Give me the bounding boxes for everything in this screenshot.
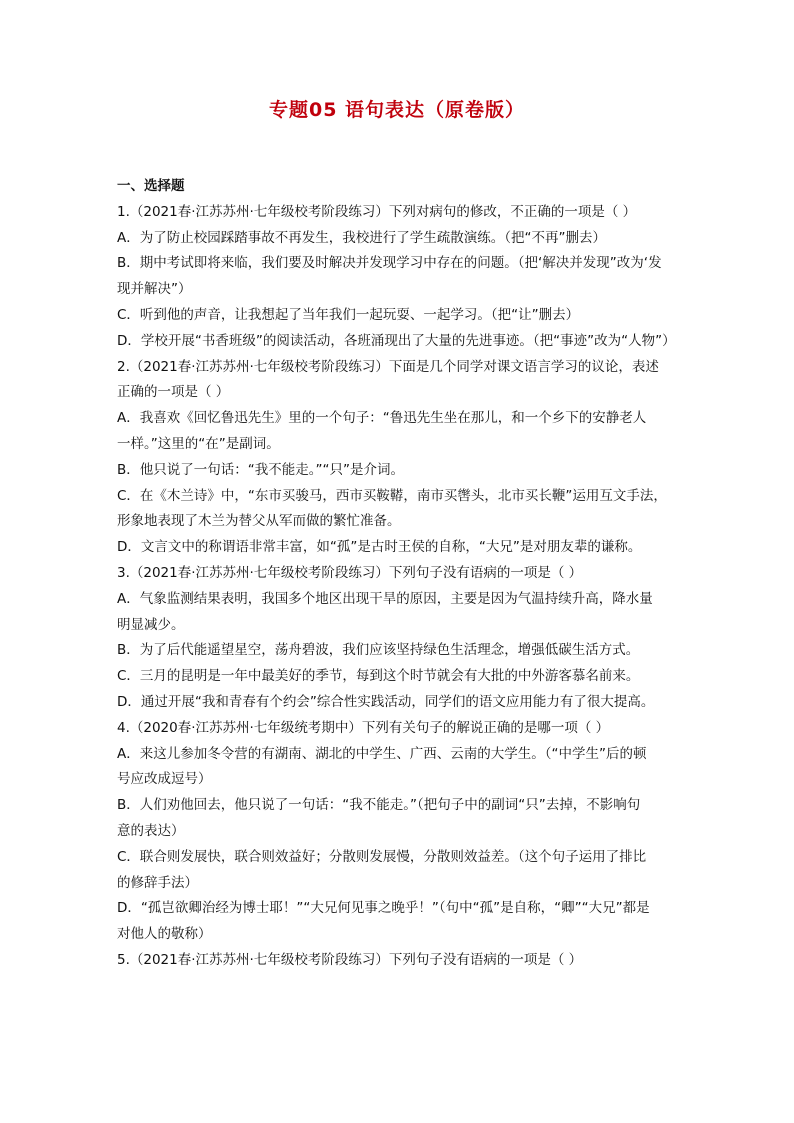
text-line: 现并解决”） bbox=[117, 281, 192, 298]
document-body bbox=[117, 174, 701, 974]
text-line: 1.（2021春·江苏苏州·七年级校考阶段练习）下列对病句的修改，不正确的一项是（ ） bbox=[117, 203, 637, 220]
text-line: B．人们劝他回去，他只说了一句话：“我不能走。”（把句子中的副词“只”去掉，不影响句 bbox=[117, 797, 641, 814]
section-heading: 一、选择题 bbox=[117, 178, 185, 194]
text-line: D．学校开展“书香班级”的阅读活动，各班涌现出了大量的先进事迹。（把“事迹”改为“人物”） bbox=[117, 332, 676, 349]
text-line: D．文言文中的称谓语非常丰富，如“孤”是古时王侯的自称，“大兄”是对朋友辈的谦称。 bbox=[117, 539, 642, 556]
text-line: B．为了后代能遥望星空，荡舟碧波，我们应该坚持绿色生活理念，增强低碳生活方式。 bbox=[117, 642, 640, 659]
text-line: C．在《木兰诗》中，“东市买骏马，西市买鞍鞯，南市买辔头，北市买长鞭”运用互文手法， bbox=[117, 487, 667, 504]
text-line: 2.（2021春·江苏苏州·七年级校考阶段练习）下面是几个同学对课文语言学习的议论，表述 bbox=[117, 358, 659, 375]
text-line: C．三月的昆明是一年中最美好的季节，每到这个时节就会有大批的中外游客慕名前来。 bbox=[117, 668, 640, 685]
text-line: 5.（2021春·江苏苏州·七年级校考阶段练习）下列句子没有语病的一项是（ ） bbox=[117, 951, 583, 968]
text-line: D．“孤岂欲卿治经为博士耶！”“大兄何见事之晚乎！”（句中“孤”是自称，“卿”“大兄”都是 bbox=[117, 900, 650, 917]
text-line: A．为了防止校园踩踏事故不再发生，我校进行了学生疏散演练。（把“不再”删去） bbox=[117, 229, 606, 246]
text-line: 形象地表现了木兰为替父从军而做的繁忙准备。 bbox=[117, 513, 401, 530]
text-line: A．我喜欢《回忆鲁迅先生》里的一个句子：“鲁迅先生坐在那儿，和一个乡下的安静老人 bbox=[117, 410, 647, 427]
text-line: 3.（2021春·江苏苏州·七年级校考阶段练习）下列句子没有语病的一项是（ ） bbox=[117, 564, 583, 581]
text-line: 明显减少。 bbox=[117, 616, 185, 633]
text-line: B．期中考试即将来临，我们要及时解决并发现学习中存在的问题。（把‘解决并发现”改为‘发 bbox=[117, 255, 662, 272]
text-line: C．联合则发展快，联合则效益好；分散则发展慢，分散则效益差。（这个句子运用了排比 bbox=[117, 848, 647, 865]
text-line: C．听到他的声音，让我想起了当年我们一起玩耍、一起学习。（把“让”删去） bbox=[117, 306, 580, 323]
text-line: 4.（2020春·江苏苏州·七年级统考期中）下列有关句子的解说正确的是哪一项（ ） bbox=[117, 719, 610, 736]
text-line: 一样。”这里的“在”是副词。 bbox=[117, 435, 280, 452]
text-line: A．来这儿参加冬令营的有湖南、湖北的中学生、广西、云南的大学生。（“中学生”后的顿 bbox=[117, 745, 647, 762]
text-line: 的修辞手法） bbox=[117, 874, 198, 891]
text-line: 正确的一项是（ ） bbox=[117, 384, 230, 401]
page-title: 专题05 语句表达（原卷版） bbox=[268, 99, 526, 121]
text-line: B．他只说了一句话：“我不能走。”“只”是介词。 bbox=[117, 461, 404, 478]
text-line: 对他人的敬称） bbox=[117, 926, 212, 943]
text-line: D．通过开展“我和青春有个约会”综合性实践活动，同学们的语文应用能力有了很大提高。 bbox=[117, 693, 655, 710]
text-line: A．气象监测结果表明，我国多个地区出现干旱的原因，主要是因为气温持续升高，降水量 bbox=[117, 590, 653, 607]
text-line: 号应改成逗号） bbox=[117, 771, 212, 788]
text-line: 意的表达） bbox=[117, 822, 185, 839]
